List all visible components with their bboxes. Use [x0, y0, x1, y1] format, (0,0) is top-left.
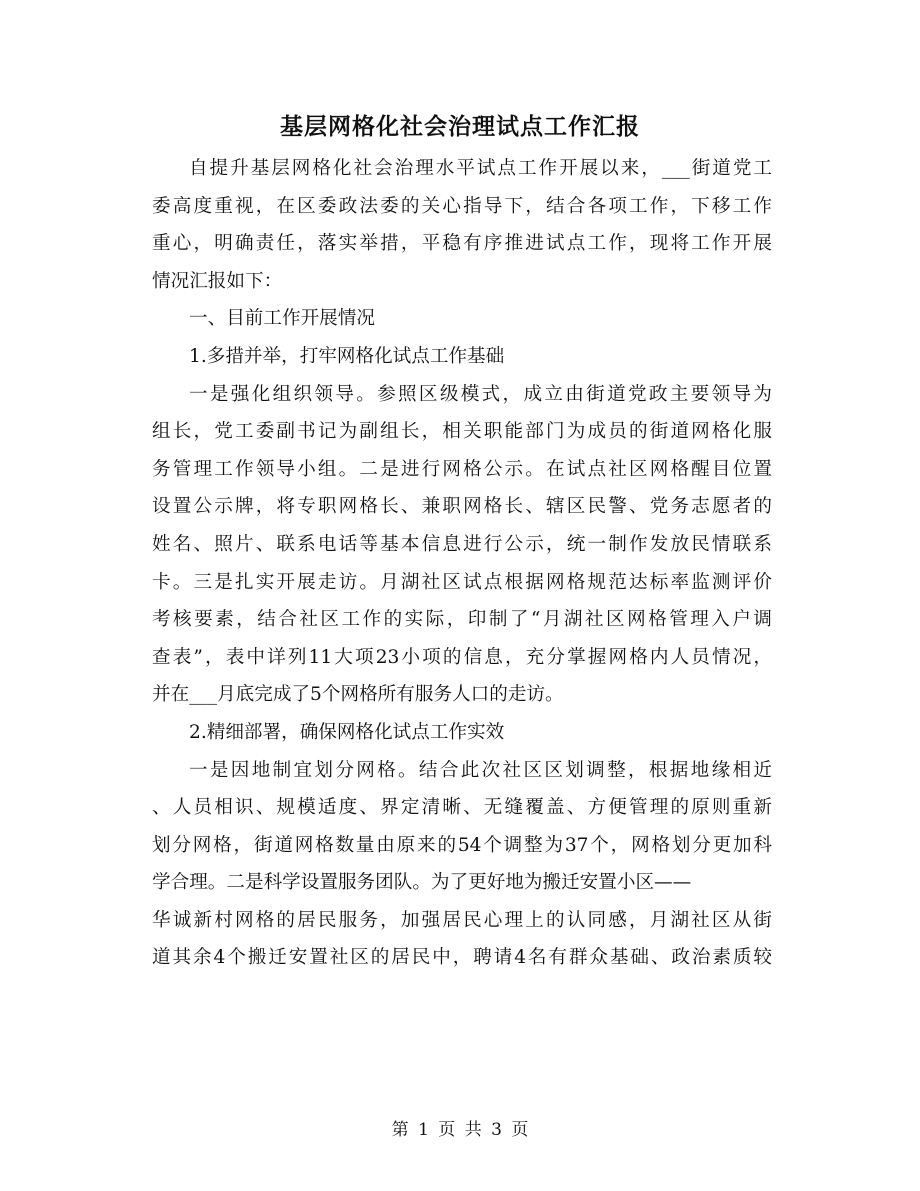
body-line: 情况汇报如下： [152, 270, 283, 292]
body-line: 查表”，表中详列11大项23小项的信息，充分掌握网格内人员情况， [152, 646, 772, 668]
body-line: 卡。三是扎实开展走访。月湖社区试点根据网格规范达标率监测评价 [152, 571, 772, 593]
body-line: 委高度重视，在区委政法委的关心指导下，结合各项工作，下移工作 [152, 195, 772, 217]
body-line: 一是因地制宜划分网格。结合此次社区区划调整，根据地缘相近 [189, 759, 772, 781]
body-line: 学合理。二是科学设置服务团队。为了更好地为搬迁安置小区—— [152, 872, 692, 894]
body-line: 组长，党工委副书记为副组长，相关职能部门为成员的街道网格化服 [152, 421, 772, 443]
page-footer: 第 1 页 共 3 页 [391, 1120, 529, 1140]
body-line: 、人员相识、规模适度、界定清晰、无缝覆盖、方便管理的原则重新 [152, 797, 772, 819]
subsection-heading: 1.多措并举，打牢网格化试点工作基础 [189, 345, 505, 367]
body-line: 务管理工作领导小组。二是进行网格公示。在试点社区网格醒目位置 [152, 458, 772, 480]
body-line: 考核要素，结合社区工作的实际，印制了“月湖社区网格管理入户调 [152, 609, 772, 631]
subsection-heading: 2.精细部署，确保网格化试点工作实效 [189, 721, 505, 743]
body-line: 自提升基层网格化社会治理水平试点工作开展以来，___街道党工 [189, 158, 772, 179]
body-line: 并在___月底完成了5个网格所有服务人口的走访。 [152, 684, 564, 706]
section-heading: 一、目前工作开展情况 [189, 308, 375, 330]
body-line: 设置公示牌，将专职网格长、兼职网格长、辖区民警、党务志愿者的 [152, 496, 772, 518]
body-line: 道其余4个搬迁安置社区的居民中，聘请4名有群众基础、政治素质较 [152, 947, 772, 969]
body-line: 姓名、照片、联系电话等基本信息进行公示，统一制作发放民情联系 [152, 533, 772, 555]
body-line: 华诚新村网格的居民服务，加强居民心理上的认同感，月湖社区从街 [152, 909, 772, 931]
body-line: 划分网格，街道网格数量由原来的54个调整为37个，网格划分更加科 [152, 834, 772, 856]
document-title: 基层网格化社会治理试点工作汇报 [280, 113, 640, 140]
body-line: 一是强化组织领导。参照区级模式，成立由街道党政主要领导为 [189, 383, 772, 405]
body-line: 重心，明确责任，落实举措，平稳有序推进试点工作，现将工作开展 [152, 233, 772, 255]
document-body [152, 150, 772, 977]
